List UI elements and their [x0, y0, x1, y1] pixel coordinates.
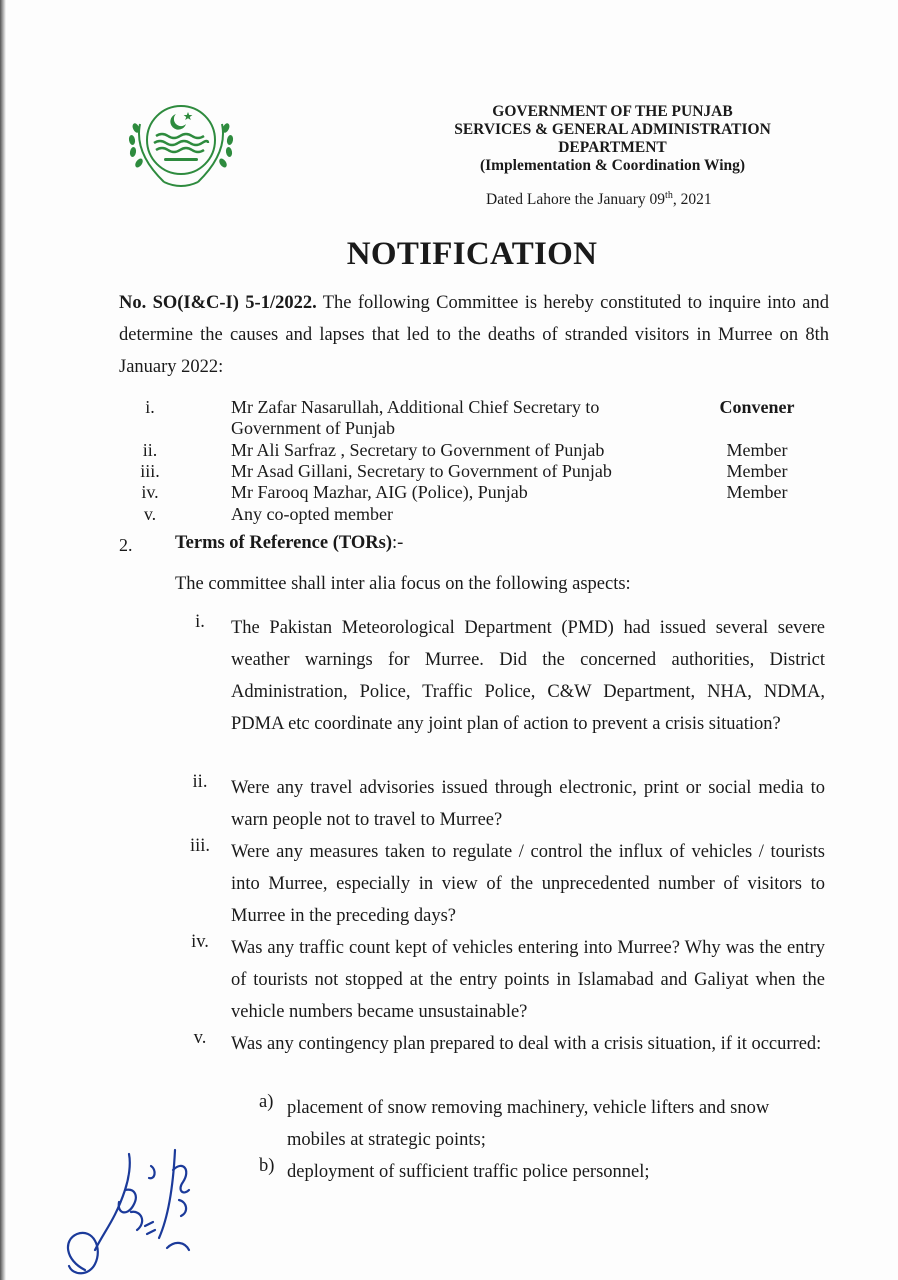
dated-prefix: Dated Lahore the January 09 — [486, 191, 666, 209]
member-name: Any co-opted member — [231, 504, 393, 524]
tor-text: Were any travel advisories issued through electronic, print or social media to warn people not to travel to Murree? — [231, 778, 825, 830]
section-title — [175, 533, 403, 554]
subitem-text: deployment of sufficient traffic police personnel; — [287, 1162, 650, 1182]
tor-number: i. — [195, 612, 205, 632]
tor-number: v. — [193, 1028, 207, 1048]
member-name: Mr Farooq Mazhar, AIG (Police), Punjab — [231, 482, 528, 502]
section-number: 2. — [119, 535, 133, 555]
dated-suffix: th — [665, 190, 673, 201]
member-number: v. — [143, 504, 157, 524]
tor-text: Was any contingency plan prepared to deal with a crisis situation, if it occurred: — [231, 1034, 822, 1054]
section-title-text: Terms of Reference (TORs) — [175, 533, 392, 553]
section-title-suffix: :- — [391, 533, 404, 553]
dated-line — [486, 190, 712, 209]
focus-line: The committee shall inter alia focus on the following aspects: — [175, 574, 631, 594]
member-role: Member — [726, 440, 788, 460]
header-wing: (Implementation & Coordination Wing) — [479, 157, 746, 174]
member-number: iv. — [141, 482, 159, 502]
tor-number: iii. — [189, 836, 211, 856]
header-department: DEPARTMENT — [558, 139, 667, 156]
member-name: Mr Zafar Nasarullah, Additional Chief Secretary to Government of Punjab — [231, 397, 600, 438]
intro-text: The following Committee is hereby constituted to inquire into and determine the causes and lapses that led to the deaths of stranded visitors in Murree on 8th January 2022: — [119, 293, 830, 377]
tor-text: Was any traffic count kept of vehicles entering into Murree? Why was the entry of tourists not stopped at the entry points in Islamabad and Galiyat when the vehicle numbers became unsustainable? — [231, 938, 825, 1022]
department-header — [420, 103, 805, 175]
header-government: GOVERNMENT OF THE PUNJAB — [492, 103, 733, 120]
tor-text: Were any measures taken to regulate / control the influx of vehicles / tourists into Murree, especially in view of the unprecedented number of visitors to Murree in the preceding days? — [231, 842, 825, 926]
intro-paragraph — [119, 287, 829, 383]
tor-number: ii. — [192, 772, 208, 792]
member-role: Convener — [719, 397, 795, 417]
member-number: ii. — [142, 440, 158, 460]
member-role: Member — [726, 461, 788, 481]
header-services: SERVICES & GENERAL ADMINISTRATION — [454, 121, 771, 138]
dated-year: , 2021 — [672, 191, 712, 209]
handwritten-signature-icon — [55, 1130, 205, 1280]
subitem-letter: b) — [259, 1156, 275, 1176]
member-number: iii. — [140, 461, 160, 481]
subitem-text: placement of snow removing machinery, vehicle lifters and snow mobiles at strategic points; — [287, 1098, 770, 1150]
member-role: Member — [726, 482, 788, 502]
notification-number: No. SO(I&C-I) 5-1/2022. — [119, 293, 317, 313]
page-edge-shadow — [0, 0, 6, 1280]
subitem-letter: a) — [259, 1092, 274, 1112]
member-name: Mr Ali Sarfraz , Secretary to Government of Punjab — [231, 440, 605, 460]
member-name: Mr Asad Gillani, Secretary to Government of Punjab — [231, 461, 612, 481]
page-title: NOTIFICATION — [346, 236, 598, 272]
government-of-punjab-seal-icon — [124, 98, 238, 192]
member-number: i. — [145, 397, 155, 417]
tor-number: iv. — [191, 932, 209, 952]
tor-text: The Pakistan Meteorological Department (PMD) had issued several severe weather warnings for Murree. Did the concerned authorities, District Administration, Police, Traffic Police, C&W Department, NHA, NDMA, PDMA etc coordinate any joint plan of action to prevent a crisis situation? — [231, 618, 825, 734]
